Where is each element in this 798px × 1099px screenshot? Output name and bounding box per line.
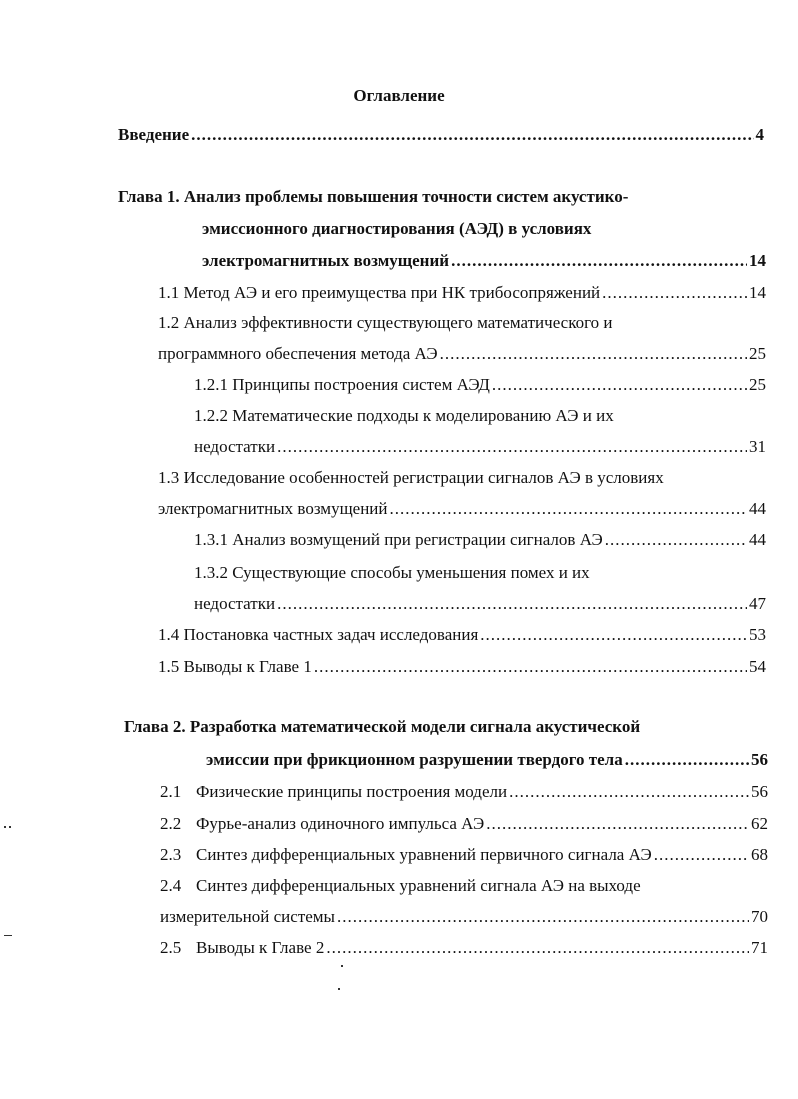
toc-entry-number: 2.1 xyxy=(160,782,182,801)
leader-dots xyxy=(326,937,749,959)
toc-entry-1-4 xyxy=(158,624,766,646)
toc-entry-1-2-2 xyxy=(194,436,766,458)
toc-entry-label: 1.2.1 Принципы построения систем АЭД xyxy=(194,375,490,394)
toc-entry-label: электромагнитных возмущений xyxy=(202,251,450,270)
leader-dots xyxy=(602,282,747,304)
toc-entry-1-2 xyxy=(158,343,766,365)
toc-entry-1-2-1 xyxy=(194,374,766,396)
toc-entry-label: Синтез дифференциальных уравнений сигнала АЭ на выходе xyxy=(196,876,641,895)
chapter1-heading-line1: Глава 1. Анализ проблемы повышения точности систем акустико- xyxy=(118,187,629,206)
toc-page-number: 71 xyxy=(751,938,768,957)
toc-entry-2-1 xyxy=(160,781,768,803)
toc-page-number: 56 xyxy=(751,750,768,769)
leader-dots xyxy=(509,781,749,803)
leader-dots xyxy=(277,436,747,458)
toc-page-number: 68 xyxy=(751,845,768,864)
leader-dots xyxy=(337,906,749,928)
toc-entry-2-4-line1 xyxy=(160,875,641,897)
toc-entry-label: программного обеспечения метода АЭ xyxy=(158,344,438,363)
scan-speck xyxy=(4,935,12,936)
toc-entry-2-2 xyxy=(160,813,768,835)
toc-entry-chapter2 xyxy=(206,749,768,771)
leader-dots xyxy=(451,250,747,272)
toc-page-number: 44 xyxy=(749,530,766,549)
toc-entry-label: 1.4 Постановка частных задач исследования xyxy=(158,625,479,644)
scan-speck xyxy=(4,826,6,828)
toc-page-number: 47 xyxy=(749,594,766,613)
toc-entry-label: Введение xyxy=(118,125,190,144)
toc-entry-label: недостатки xyxy=(194,594,276,613)
toc-page-number: 70 xyxy=(751,907,768,926)
toc-page-number: 25 xyxy=(749,375,766,394)
toc-page-number: 54 xyxy=(749,657,766,676)
toc-page-number: 25 xyxy=(749,344,766,363)
toc-entry-chapter1 xyxy=(202,250,766,272)
toc-entry-label: Физические принципы построения модели xyxy=(196,782,508,801)
toc-entry-number: 2.3 xyxy=(160,845,182,864)
toc-entry-2-3 xyxy=(160,844,768,866)
toc-page-number: 53 xyxy=(749,625,766,644)
toc-entry-1-2-line1: 1.2 Анализ эффективности существующего математического и xyxy=(158,313,613,332)
scan-speck xyxy=(341,965,343,967)
leader-dots xyxy=(492,374,747,396)
toc-entry-1-3 xyxy=(158,498,766,520)
toc-entry-1-5 xyxy=(158,656,766,678)
toc-page-number: 4 xyxy=(755,125,764,144)
toc-page-number: 14 xyxy=(749,283,766,302)
toc-entry-2-5 xyxy=(160,937,768,959)
toc-entry-label: недостатки xyxy=(194,437,276,456)
leader-dots xyxy=(605,529,747,551)
toc-entry-2-4 xyxy=(160,906,768,928)
leader-dots xyxy=(314,656,747,678)
toc-entry-number: 2.5 xyxy=(160,938,182,957)
toc-entry-1-2-2-line1: 1.2.2 Математические подходы к моделированию АЭ и их xyxy=(194,406,614,425)
toc-entry-label: Синтез дифференциальных уравнений первичного сигнала АЭ xyxy=(196,845,652,864)
toc-entry-label: 1.5 Выводы к Главе 1 xyxy=(158,657,312,676)
toc-entry-number: 2.2 xyxy=(160,814,182,833)
leader-dots xyxy=(625,749,749,771)
toc-page-number: 14 xyxy=(749,251,766,270)
leader-dots xyxy=(486,813,749,835)
chapter1-heading-line2: эмиссионного диагностирования (АЭД) в условиях xyxy=(202,219,592,238)
page-title: Оглавление xyxy=(353,86,445,105)
toc-entry-label: 1.3.1 Анализ возмущений при регистрации сигналов АЭ xyxy=(194,530,603,549)
toc-entry-label: Фурье-анализ одиночного импульса АЭ xyxy=(196,814,485,833)
toc-entry-intro xyxy=(118,124,764,146)
leader-dots xyxy=(277,593,747,615)
toc-entry-label: электромагнитных возмущений xyxy=(158,499,388,518)
toc-entry-label: Выводы к Главе 2 xyxy=(196,938,325,957)
leader-dots xyxy=(191,124,753,146)
scan-speck xyxy=(9,826,11,828)
chapter2-heading-line1: Глава 2. Разработка математической модели сигнала акустической xyxy=(124,717,641,736)
toc-entry-number: 2.4 xyxy=(160,876,182,895)
leader-dots xyxy=(480,624,747,646)
toc-page-number: 31 xyxy=(749,437,766,456)
toc-entry-1-1 xyxy=(158,282,766,304)
toc-page-number: 62 xyxy=(751,814,768,833)
toc-entry-label: измерительной системы xyxy=(160,907,335,926)
leader-dots xyxy=(654,844,749,866)
toc-entry-1-3-2 xyxy=(194,593,766,615)
toc-entry-1-3-2-line1: 1.3.2 Существующие способы уменьшения помех и их xyxy=(194,563,590,582)
toc-entry-1-3-line1: 1.3 Исследование особенностей регистрации сигналов АЭ в условиях xyxy=(158,468,664,487)
toc-page-number: 44 xyxy=(749,499,766,518)
toc-entry-label: эмиссии при фрикционном разрушении твердого тела xyxy=(206,750,623,769)
leader-dots xyxy=(440,343,747,365)
toc-entry-label: 1.1 Метод АЭ и его преимущества при НК трибосопряжений xyxy=(158,283,601,302)
scan-speck xyxy=(338,988,340,990)
leader-dots xyxy=(390,498,748,520)
toc-entry-1-3-1 xyxy=(194,529,766,551)
toc-page-number: 56 xyxy=(751,782,768,801)
